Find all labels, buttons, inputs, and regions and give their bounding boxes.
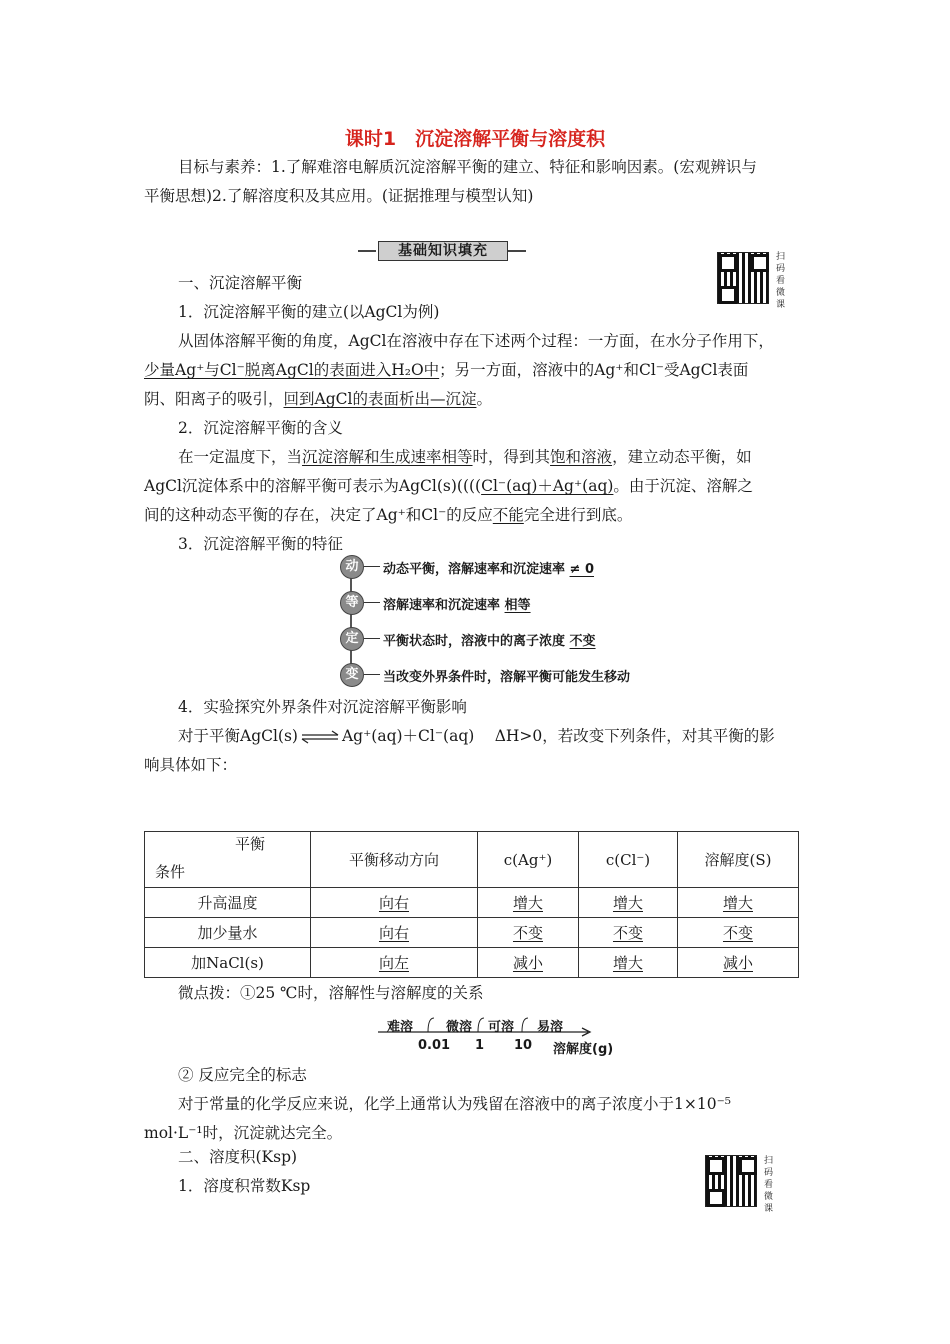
answer-blank: 沉淀溶解和生成速率相等 [302, 448, 473, 466]
paragraph-line: AgCl沉淀体系中的溶解平衡可表示为AgCl(s)((((Cl⁻(aq)＋Ag⁺(aq)。由于沉淀、溶解之 [144, 477, 753, 495]
feature-dash [364, 602, 380, 603]
banner-label: 基础知识填充 [378, 241, 508, 261]
section-heading: 二、溶度积(Ksp) [178, 1148, 298, 1166]
equilibrium-arrow-icon [300, 730, 340, 744]
section-heading: 一、沉淀溶解平衡 [178, 274, 303, 292]
paragraph-line: 对于平衡AgCl(s) Ag⁺(aq)＋Cl⁻(aq) ΔH>0，若改变下列条件，对其平衡的影 [178, 727, 775, 745]
paragraph-line: 阴、阳离子的吸引，回到AgCl的表面析出—沉淀。 [144, 390, 492, 408]
scale-label: 易溶 [537, 1020, 564, 1035]
feature-badge: 定 [340, 627, 364, 651]
qr-code-icon[interactable] [705, 1155, 757, 1207]
scale-tick: 1 [475, 1038, 485, 1053]
scale-tick: 0.01 [418, 1038, 451, 1053]
table-header: c(Ag⁺) [478, 832, 579, 888]
paragraph-line: 在一定温度下，当沉淀溶解和生成速率相等时，得到其饱和溶液，建立动态平衡，如 [178, 448, 752, 466]
item-heading: 2．沉淀溶解平衡的含义 [178, 419, 343, 437]
feature-connector [350, 568, 352, 676]
feature-badge: 等 [340, 591, 364, 615]
tip-line: mol·L⁻¹时，沉淀就达完全。 [144, 1124, 343, 1142]
qr-caption: 扫 码 看 微 课 [764, 1156, 774, 1214]
table-row: 升高温度 向右 增大 增大 增大 [145, 888, 799, 918]
qr-code-icon[interactable] [717, 252, 769, 304]
tip-line: 微点拨：①25 ℃时，溶解性与溶解度的关系 [178, 984, 484, 1002]
objectives-line-1: 目标与素养：1.了解难溶电解质沉淀溶解平衡的建立、特征和影响因素。(宏观辨识与 [178, 158, 757, 176]
item-heading: 4．实验探究外界条件对沉淀溶解平衡影响 [178, 698, 467, 716]
feature-text: 溶解速率和沉淀速率 相等 [383, 598, 531, 613]
page-title: 课时1 沉淀溶解平衡与溶度积 [344, 128, 606, 150]
table-row: 加NaCl(s) 向左 减小 增大 减小 [145, 948, 799, 978]
feature-dash [364, 638, 380, 639]
feature-text: 动态平衡，溶解速率和沉淀速率 ≠ 0 [383, 562, 595, 577]
feature-badge: 动 [340, 555, 364, 579]
paragraph-line: 响具体如下： [144, 756, 238, 774]
table-corner-cell: 平衡 条件 [145, 832, 311, 888]
item-heading: 1．沉淀溶解平衡的建立(以AgCl为例) [178, 303, 440, 321]
scale-label: 难溶 [387, 1020, 414, 1035]
answer-blank: 饱和溶液 [550, 448, 613, 466]
table-row: 加少量水 向右 不变 不变 不变 [145, 918, 799, 948]
effects-table [144, 831, 799, 978]
paragraph-line: 从固体溶解平衡的角度，AgCl在溶液中存在下述两个过程：一方面，在水分子作用下， [178, 332, 774, 350]
section-banner [358, 241, 526, 261]
tip-line: ② 反应完全的标志 [178, 1066, 307, 1084]
item-heading: 1．溶度积常数Ksp [178, 1177, 311, 1195]
scale-label: 微溶 [446, 1020, 473, 1035]
table-header: 溶解度(S) [678, 832, 799, 888]
feature-text: 当改变外界条件时，溶解平衡可能发生移动 [383, 670, 631, 685]
qr-caption: 扫 码 看 微 课 [776, 252, 786, 310]
paragraph-line: 间的这种动态平衡的存在，决定了Ag⁺和Cl⁻的反应不能完全进行到底。 [144, 506, 633, 524]
banner-bar-left [358, 250, 376, 252]
item-heading: 3．沉淀溶解平衡的特征 [178, 535, 343, 553]
scale-tick: 10 [514, 1038, 533, 1053]
objectives-line-2: 平衡思想)2.了解溶度积及其应用。(证据推理与模型认知) [144, 187, 534, 205]
feature-text: 平衡状态时，溶液中的离子浓度 不变 [383, 634, 596, 649]
answer-blank: Cl⁻(aq)＋Ag⁺(aq) [481, 477, 614, 495]
scale-axis-label: 溶解度(g) [553, 1042, 614, 1057]
feature-badge: 变 [340, 663, 364, 687]
scale-label: 可溶 [488, 1020, 515, 1035]
table-header: c(Cl⁻) [579, 832, 678, 888]
tip-line: 对于常量的化学反应来说，化学上通常认为残留在溶液中的离子浓度小于1×10⁻⁵ [178, 1095, 731, 1113]
answer-blank: 回到AgCl的表面析出—沉淀 [283, 390, 477, 408]
banner-bar-right [508, 250, 526, 252]
table-header: 平衡移动方向 [311, 832, 478, 888]
paragraph-line: 少量Ag⁺与Cl⁻脱离AgCl的表面进入H₂O中；另一方面，溶液中的Ag⁺和Cl⁻受AgCl表面 [144, 361, 749, 379]
answer-blank: 少量Ag⁺与Cl⁻脱离AgCl的表面进入H₂O中 [144, 361, 440, 379]
answer-blank: 不能 [492, 506, 524, 524]
feature-dash [364, 674, 380, 675]
feature-dash [364, 566, 380, 567]
